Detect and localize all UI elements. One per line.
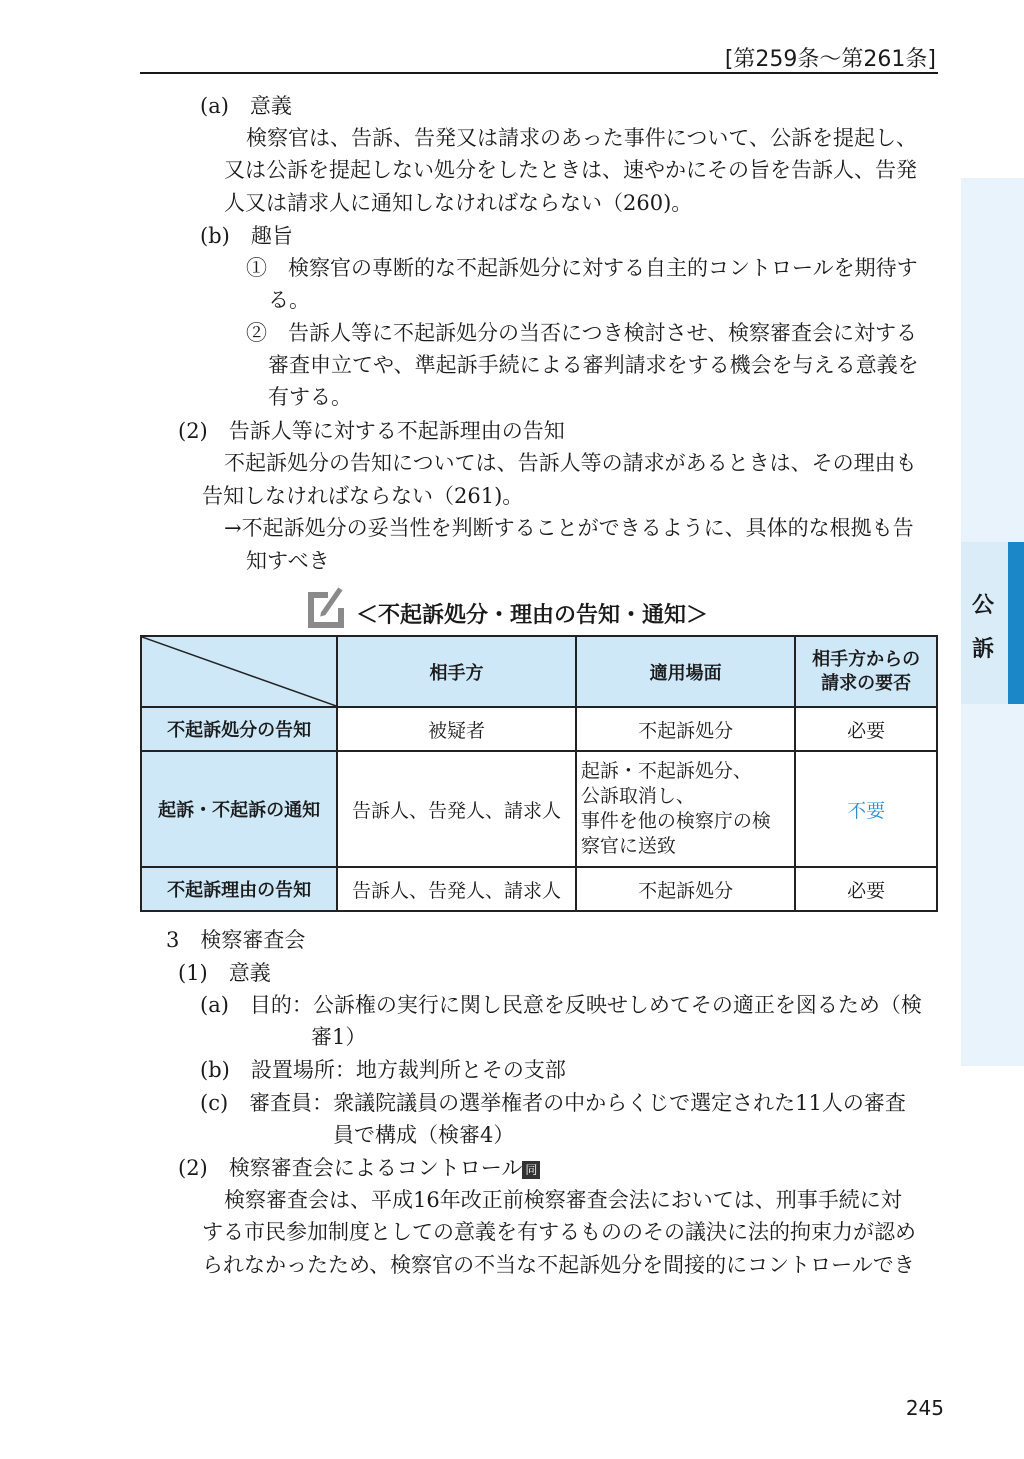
table-title: ＜不起訴処分・理由の告知・通知＞	[356, 603, 709, 628]
subsection-1-heading: (1) 意義	[178, 961, 271, 985]
section-2-heading: (2) 告訴人等に対する不起訴理由の告知	[178, 419, 565, 443]
cell-scene-line-1: 起訴・不起訴処分、	[580, 760, 752, 782]
cell-need: 必要	[795, 707, 937, 751]
cell-scene-line-3: 事件を他の検察庁の検	[580, 810, 771, 832]
item-a-line-2: 審1）	[311, 1025, 367, 1049]
section-3-heading: 3 検察審査会	[166, 928, 306, 952]
running-header: [第259条〜第261条]	[724, 47, 936, 72]
table-row	[141, 867, 937, 911]
cell-party: 被疑者	[337, 707, 576, 751]
cell-need: 必要	[795, 867, 937, 911]
cell-scene-line-2: 公訴取消し、	[580, 785, 695, 807]
row-label: 起訴・不起訴の通知	[141, 751, 337, 867]
table-header-row	[141, 636, 937, 707]
section-2-note-line-2: 知すべき	[246, 549, 330, 573]
item-1-line-1: ① 検察官の専断的な不起訴処分に対する自主的コントロールを期待す	[246, 256, 918, 280]
para-line-2: する市民参加制度としての意義を有するもののその議決に法的拘束力が認め	[202, 1220, 916, 1244]
cell-party: 告訴人、告発人、請求人	[337, 751, 576, 867]
item-b-line-1: (b) 設置場所：地方裁判所とその支部	[200, 1058, 566, 1082]
header-request-need-line-2: 請求の要否	[821, 672, 912, 694]
row-label: 不起訴理由の告知	[141, 867, 337, 911]
item-2-line-1: ② 告訴人等に不起訴処分の当否につき検討させ、検察審査会に対する	[246, 321, 917, 345]
para-a-line-3: 人又は請求人に通知しなければならない（260)。	[224, 191, 693, 215]
cell-scene-line-4: 察官に送致	[580, 835, 676, 857]
header-scene: 適用場面	[576, 636, 795, 707]
para-a-line-1: 検察官は、告訴、告発又は請求のあった事件について、公訴を提起し、	[246, 126, 917, 150]
item-c-line-2: 員で構成（検審4）	[333, 1123, 515, 1147]
same-mark-icon: 同	[522, 1161, 540, 1179]
side-tab-accent	[1008, 542, 1024, 704]
table-row	[141, 751, 937, 867]
heading-a: (a) 意義	[200, 94, 292, 118]
cell-scene	[576, 751, 795, 867]
row-label: 不起訴処分の告知	[141, 707, 337, 751]
pencil-note-icon	[306, 582, 346, 628]
diagonal-line	[142, 637, 336, 706]
item-2-line-2: 審査申立てや、準起訴手続による審判請求をする機会を与える意義を	[268, 353, 919, 377]
heading-b: (b) 趣旨	[200, 224, 293, 248]
notification-table	[140, 635, 938, 912]
header-request-need	[795, 636, 937, 707]
item-c-line-1: (c) 審査員：衆議院議員の選挙権者の中からくじで選定された11人の審査	[200, 1091, 906, 1115]
subsection-2-heading-text: (2) 検察審査会によるコントロール	[178, 1156, 523, 1180]
cell-party: 告訴人、告発人、請求人	[337, 867, 576, 911]
header-request-need-line-1: 相手方からの	[812, 648, 921, 670]
item-2-line-3: 有する。	[268, 385, 352, 409]
item-1-line-2: る。	[268, 288, 310, 312]
table-row	[141, 707, 937, 751]
item-a-line-1: (a) 目的：公訴権の実行に関し民意を反映せしめてその適正を図るため（検	[200, 993, 922, 1017]
table-corner-cell	[141, 636, 337, 707]
subsection-2-heading	[178, 1152, 540, 1184]
para-line-3: られなかったため、検察官の不当な不起訴処分を間接的にコントロールでき	[202, 1253, 915, 1277]
side-tab-char-1: 公	[971, 593, 994, 618]
cell-scene: 不起訴処分	[576, 707, 795, 751]
section-2-note-line-1: →不起訴処分の妥当性を判断することができるように、具体的な根拠も告	[224, 516, 914, 540]
side-tab-char-2: 訴	[971, 637, 994, 662]
para-line-1: 検察審査会は、平成16年改正前検察審査会法においては、刑事手続に対	[224, 1188, 902, 1212]
header-party: 相手方	[337, 636, 576, 707]
para-a-line-2: 又は公訴を提起しない処分をしたときは、速やかにその旨を告訴人、告発	[224, 158, 917, 182]
section-2-para-line-1: 不起訴処分の告知については、告訴人等の請求があるときは、その理由も	[224, 451, 917, 475]
cell-need: 不要	[795, 751, 937, 867]
section-2-para-line-2: 告知しなければならない（261)。	[202, 484, 524, 508]
cell-scene: 不起訴処分	[576, 867, 795, 911]
page-number: 245	[905, 1396, 944, 1420]
header-rule	[140, 72, 938, 74]
